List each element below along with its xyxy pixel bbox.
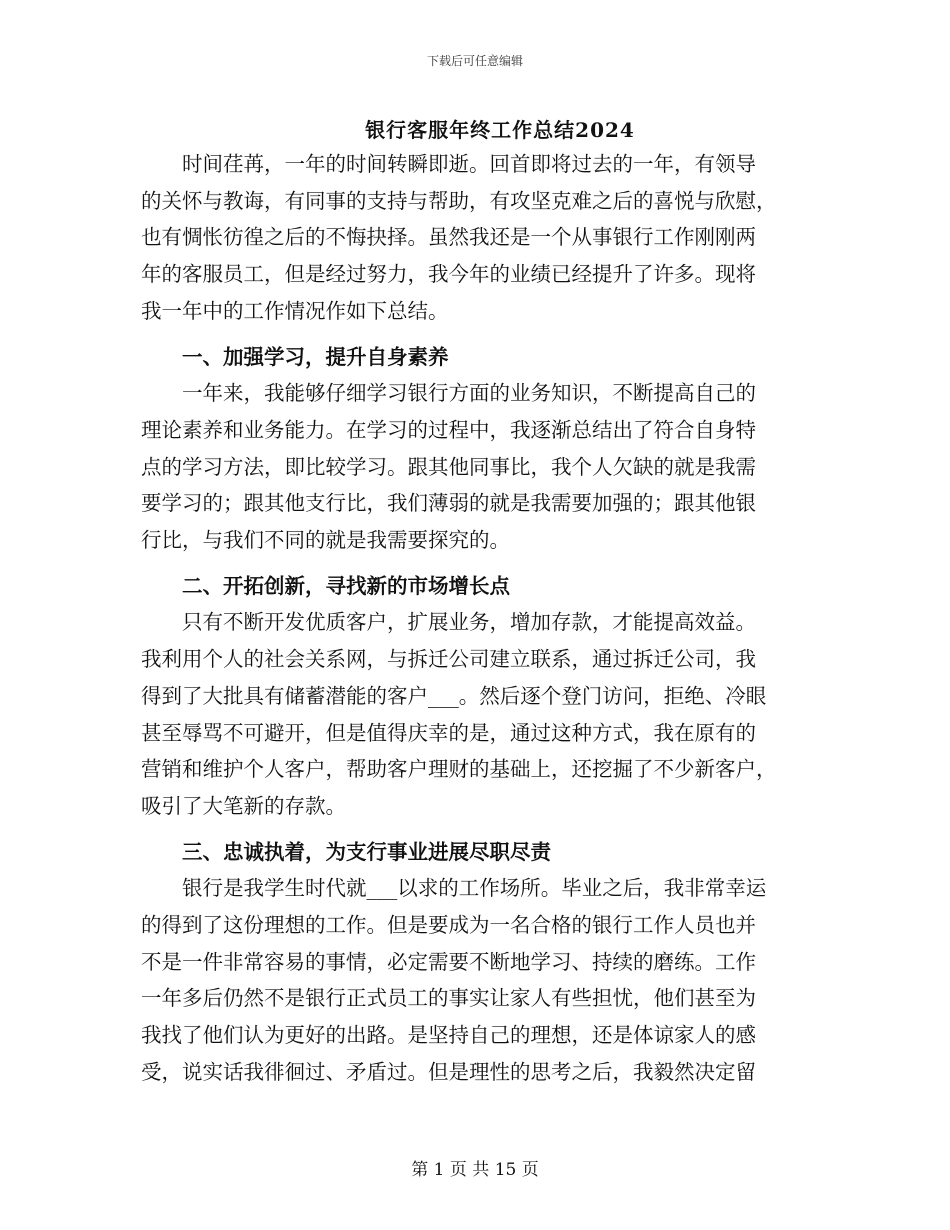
section-heading: 二、开拓创新，寻找新的市场增长点 <box>182 573 510 598</box>
intro-paragraph <box>141 146 806 330</box>
text-line: 得到了大批具有储蓄潜能的客户___。然后逐个登门访问，拒绝、冷眼 <box>141 683 767 708</box>
text-line: 时间荏苒，一年的时间转瞬即逝。回首即将过去的一年，有领导 <box>182 152 756 176</box>
text-line: 吸引了大笔新的存款。 <box>141 793 346 818</box>
text-line: 要学习的；跟其他支行比，我们薄弱的就是我需要加强的；跟其他银 <box>141 491 756 516</box>
section-paragraph <box>141 870 806 1090</box>
text-line: 的得到了这份理想的工作。但是要成为一名合格的银行工作人员也并 <box>141 913 756 938</box>
text-line: 年的客服员工，但是经过努力，我今年的业绩已经提升了许多。现将 <box>141 262 756 287</box>
text-line: 理论素养和业务能力。在学习的过程中，我逐渐总结出了符合自身特 <box>141 417 756 442</box>
text-line: 受，说实话我徘徊过、矛盾过。但是理性的思考之后，我毅然决定留 <box>141 1059 756 1084</box>
header-note: 下载后可任意编辑 <box>426 54 523 68</box>
page-footer: 第 1 页 共 15 页 <box>411 1160 539 1180</box>
text-line: 只有不断开发优质客户，扩展业务，增加存款，才能提高效益。 <box>182 610 756 635</box>
text-line: 我一年中的工作情况作如下总结。 <box>141 298 449 323</box>
text-line: 一年来，我能够仔细学习银行方面的业务知识，不断提高自己的 <box>182 381 756 406</box>
section-heading: 一、加强学习，提升自身素养 <box>182 344 449 369</box>
document-body <box>141 146 806 1091</box>
text-line: 营销和维护个人客户，帮助客户理财的基础上，还挖掘了不少新客户， <box>141 757 777 782</box>
text-line: 甚至辱骂不可避开，但是值得庆幸的是，通过这种方式，我在原有的 <box>141 720 756 745</box>
text-line: 银行是我学生时代就___以求的工作场所。毕业之后，我非常幸运 <box>182 876 767 901</box>
text-line: 行比，与我们不同的就是我需要探究的。 <box>141 528 510 553</box>
document-title: 银行客服年终工作总结2024 <box>365 118 635 142</box>
section-paragraph <box>141 375 806 559</box>
text-line: 点的学习方法，即比较学习。跟其他同事比，我个人欠缺的就是我需 <box>141 454 756 479</box>
text-line: 我利用个人的社会关系网，与拆迁公司建立联系，通过拆迁公司，我 <box>141 647 756 672</box>
text-line: 的关怀与教诲，有同事的支持与帮助，有攻坚克难之后的喜悦与欣慰， <box>141 188 777 213</box>
text-line: 也有惆怅彷徨之后的不悔抉择。虽然我还是一个从事银行工作刚刚两 <box>141 225 756 250</box>
text-line: 不是一件非常容易的事情，必定需要不断地学习、持续的磨练。工作 <box>141 949 756 974</box>
text-line: 一年多后仍然不是银行正式员工的事实让家人有些担忧，他们甚至为 <box>141 986 756 1011</box>
section-heading: 三、忠诚执着，为支行事业进展尽职尽责 <box>182 839 551 864</box>
text-line: 我找了他们认为更好的出路。是坚持自己的理想，还是体谅家人的感 <box>141 1023 756 1048</box>
section-paragraph <box>141 604 806 824</box>
